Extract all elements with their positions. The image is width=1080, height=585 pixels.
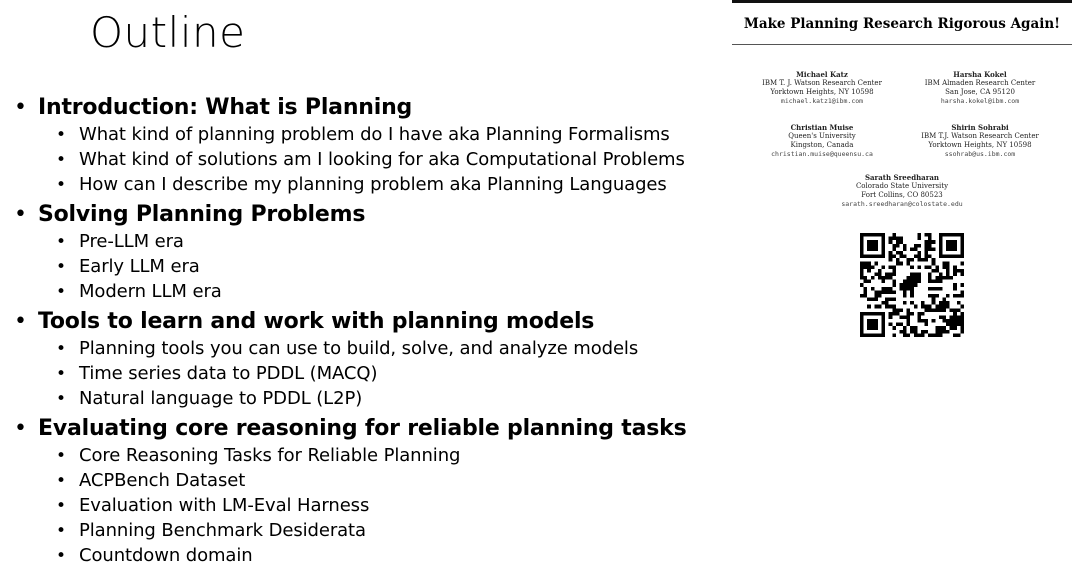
author-name: Sarath Sreedharan: [864, 173, 940, 182]
author-affiliation: IBM T.J. Watson Research Center: [921, 132, 1039, 140]
bullet-icon: •: [56, 175, 67, 195]
author-email: ssohrab@us.ibm.com: [944, 150, 1016, 158]
author-name: Christian Muise: [790, 123, 854, 132]
list-item: [14, 495, 729, 520]
bullet-icon: •: [56, 521, 67, 541]
bullet-icon: •: [14, 202, 27, 227]
qr-code-dinosaur-icon[interactable]: [860, 233, 964, 337]
section-heading: [14, 95, 729, 124]
bullet-icon: •: [56, 125, 67, 145]
outline-section: [14, 95, 729, 199]
list-item: [14, 520, 729, 545]
list-item-text: What kind of solutions am I looking for aka Computational Problems: [79, 149, 685, 170]
list-item: [14, 545, 729, 570]
list-item: [14, 338, 729, 363]
author-email: michael.katz1@ibm.com: [780, 97, 864, 105]
outline-section: [14, 309, 729, 413]
bullet-icon: •: [14, 95, 27, 120]
bullet-icon: •: [56, 446, 67, 466]
list-item-text: ACPBench Dataset: [79, 470, 246, 491]
section-heading: [14, 416, 729, 445]
bullet-icon: •: [56, 339, 67, 359]
section-heading: [14, 202, 729, 231]
list-item-text: How can I describe my planning problem aka Planning Languages: [79, 174, 667, 195]
list-item-text: Early LLM era: [79, 256, 200, 277]
author-email: harsha.kokel@ibm.com: [940, 97, 1020, 105]
author-location: Fort Collins, CO 80523: [861, 191, 943, 199]
bullet-icon: •: [56, 150, 67, 170]
author-affiliation: IBM T. J. Watson Research Center: [762, 79, 882, 87]
bullet-icon: •: [56, 257, 67, 277]
list-item: [14, 388, 729, 413]
list-item-text: Core Reasoning Tasks for Reliable Planning: [79, 445, 461, 466]
list-item: [14, 149, 729, 174]
list-item: [14, 470, 729, 495]
list-item-text: Planning Benchmark Desiderata: [79, 520, 366, 541]
author-block: [747, 123, 897, 159]
author-location: Yorktown Heights, NY 10598: [770, 88, 874, 96]
list-item-text: Time series data to PDDL (MACQ): [79, 363, 378, 384]
bullet-icon: •: [56, 282, 67, 302]
section-title: Evaluating core reasoning for reliable planning tasks: [38, 416, 687, 441]
author-block: [747, 70, 897, 106]
section-title: Solving Planning Problems: [38, 202, 366, 227]
section-items: [14, 445, 729, 570]
author-location: Kingston, Canada: [790, 141, 854, 149]
bullet-icon: •: [56, 471, 67, 491]
section-title: Introduction: What is Planning: [38, 95, 413, 120]
section-heading: [14, 309, 729, 338]
section-items: [14, 338, 729, 413]
author-affiliation: IBM Almaden Research Center: [924, 79, 1036, 87]
paper-title-rule: [732, 44, 1072, 45]
author-location: San Jose, CA 95120: [945, 88, 1015, 96]
author-name: Harsha Kokel: [953, 70, 1007, 79]
bullet-icon: •: [56, 364, 67, 384]
paper-preview: [732, 0, 1072, 340]
bullet-icon: •: [14, 309, 27, 334]
list-item-text: Countdown domain: [79, 545, 253, 566]
outline-list: [14, 95, 729, 570]
author-location: Yorktown Heights, NY 10598: [928, 141, 1032, 149]
slide-title: Outline: [90, 8, 246, 57]
list-item: [14, 445, 729, 470]
author-affiliation: Colorado State University: [855, 182, 949, 190]
list-item-text: Evaluation with LM-Eval Harness: [79, 495, 370, 516]
list-item: [14, 363, 729, 388]
list-item-text: Planning tools you can use to build, solve, and analyze models: [79, 338, 639, 359]
list-item-text: Pre-LLM era: [79, 231, 184, 252]
list-item-text: What kind of planning problem do I have aka Planning Formalisms: [79, 124, 670, 145]
author-block: [905, 70, 1055, 106]
author-block: [827, 173, 977, 209]
section-title: Tools to learn and work with planning models: [38, 309, 595, 334]
bullet-icon: •: [56, 546, 67, 566]
list-item: [14, 281, 729, 306]
author-name: Michael Katz: [796, 70, 848, 79]
list-item: [14, 256, 729, 281]
bullet-icon: •: [56, 389, 67, 409]
author-name: Shirin Sohrabi: [951, 123, 1009, 132]
outline-section: [14, 202, 729, 306]
author-email: sarath.sreedharan@colostate.edu: [841, 200, 963, 208]
bullet-icon: •: [56, 232, 67, 252]
list-item: [14, 174, 729, 199]
author-block: [905, 123, 1055, 159]
bullet-icon: •: [56, 496, 67, 516]
paper-title: Make Planning Research Rigorous Again!: [743, 16, 1061, 32]
bullet-icon: •: [14, 416, 27, 441]
list-item: [14, 124, 729, 149]
paper-top-rule: [732, 0, 1072, 3]
section-items: [14, 124, 729, 199]
outline-section: [14, 416, 729, 570]
author-affiliation: Queen's University: [788, 132, 856, 140]
list-item-text: Natural language to PDDL (L2P): [79, 388, 363, 409]
section-items: [14, 231, 729, 306]
author-email: christian.muise@queensu.ca: [771, 150, 873, 158]
list-item: [14, 231, 729, 256]
list-item-text: Modern LLM era: [79, 281, 222, 302]
